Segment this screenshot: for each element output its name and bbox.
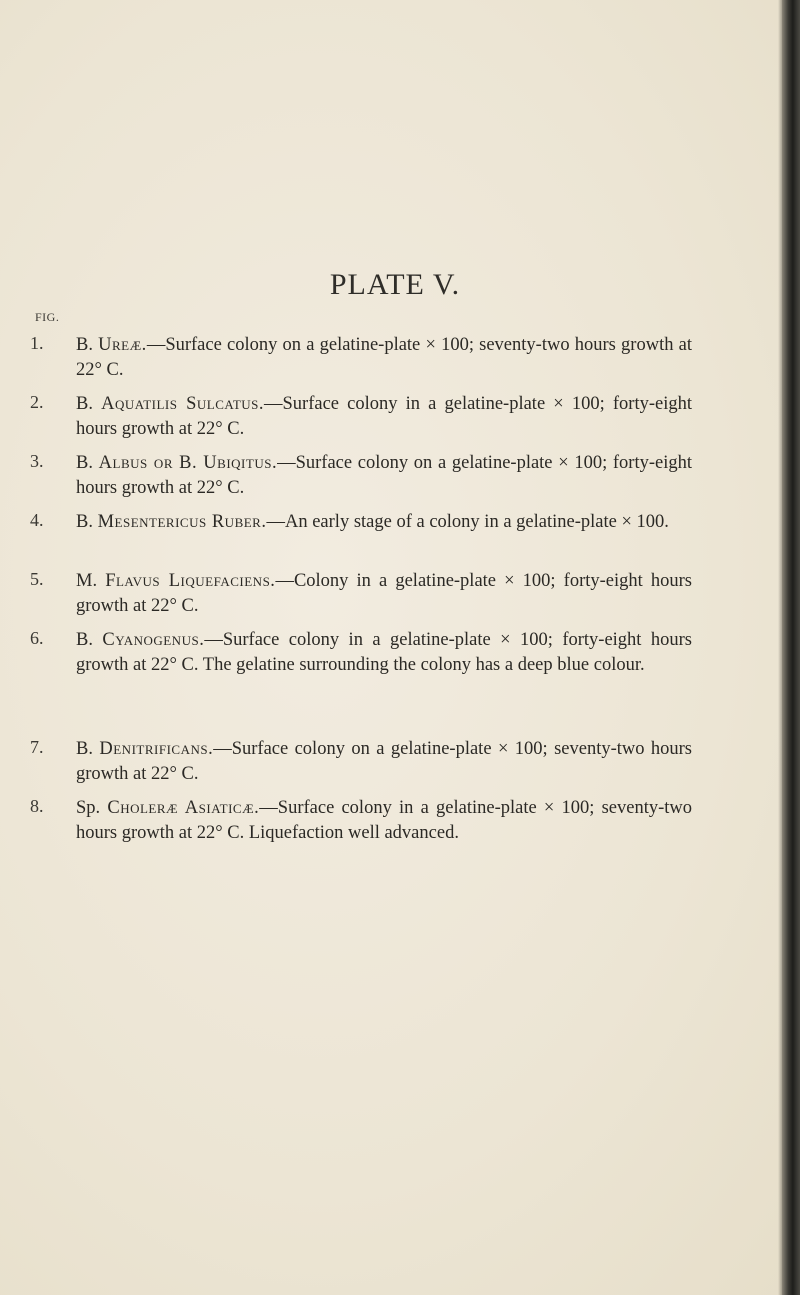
figure-caption — [76, 510, 692, 535]
figure-number: 2. — [30, 392, 44, 412]
species-name: Albus or B. Ubiqitus. — [98, 453, 278, 473]
description: —Surface colony on a gelatine-plate × 100; seventy-two hours growth at 22° C. — [76, 335, 692, 380]
figure-caption — [76, 628, 692, 677]
description: —Surface colony on a gelatine-plate × 100; seventy-two hours growth at 22° C. — [76, 739, 693, 784]
genus: M. — [76, 571, 98, 591]
description: —Surface colony on a gelatine-plate × 100; forty-eight hours growth at 22° C. — [76, 453, 692, 498]
figure-number: 1. — [30, 333, 44, 353]
figure-number: 8. — [30, 796, 44, 816]
book-spine — [782, 0, 800, 1295]
genus: B. — [76, 630, 93, 650]
figure-number: 4. — [30, 510, 44, 530]
figure-caption — [76, 451, 692, 500]
species-name: Mesentericus Ruber. — [97, 512, 267, 532]
genus: B. — [76, 394, 93, 414]
description: —Surface colony in a gelatine-plate × 100; seventy-two hours growth at 22° C. Liquefaction well advanced. — [76, 798, 693, 843]
figure-caption — [76, 737, 692, 786]
fig-column-label: FIG. — [35, 310, 60, 324]
figure-number: 3. — [30, 451, 44, 471]
description: —Surface colony in a gelatine-plate × 100; forty-eight hours growth at 22° C. — [76, 394, 692, 439]
genus: B. — [76, 512, 93, 532]
description: —An early stage of a colony in a gelatine-plate × 100. — [266, 512, 669, 532]
figure-caption — [76, 333, 692, 382]
genus: B. — [76, 739, 93, 759]
figure-caption — [76, 569, 692, 618]
species-name: Aquatilis Sulcatus. — [101, 394, 265, 414]
genus: B. — [76, 335, 93, 355]
genus: Sp. — [76, 798, 101, 818]
figure-number: 6. — [30, 628, 44, 648]
species-name: Denitrificans. — [99, 739, 214, 759]
figure-number: 5. — [30, 569, 44, 589]
figure-caption — [76, 392, 692, 441]
figure-number: 7. — [30, 737, 44, 757]
genus: B. — [76, 453, 93, 473]
species-name: Flavus Liquefaciens. — [105, 571, 276, 591]
species-name: Ureæ. — [98, 335, 147, 355]
description: —Surface colony in a gelatine-plate × 100; forty-eight hours growth at 22° C. The gelatine surrounding the colony has a deep blue colour. — [76, 630, 692, 675]
species-name: Cyanogenus. — [102, 630, 205, 650]
plate-title: PLATE V. — [329, 268, 461, 301]
figure-caption — [76, 796, 692, 845]
description: —Colony in a gelatine-plate × 100; forty-eight hours growth at 22° C. — [76, 571, 692, 616]
species-name: Choleræ Asiaticæ. — [107, 798, 260, 818]
